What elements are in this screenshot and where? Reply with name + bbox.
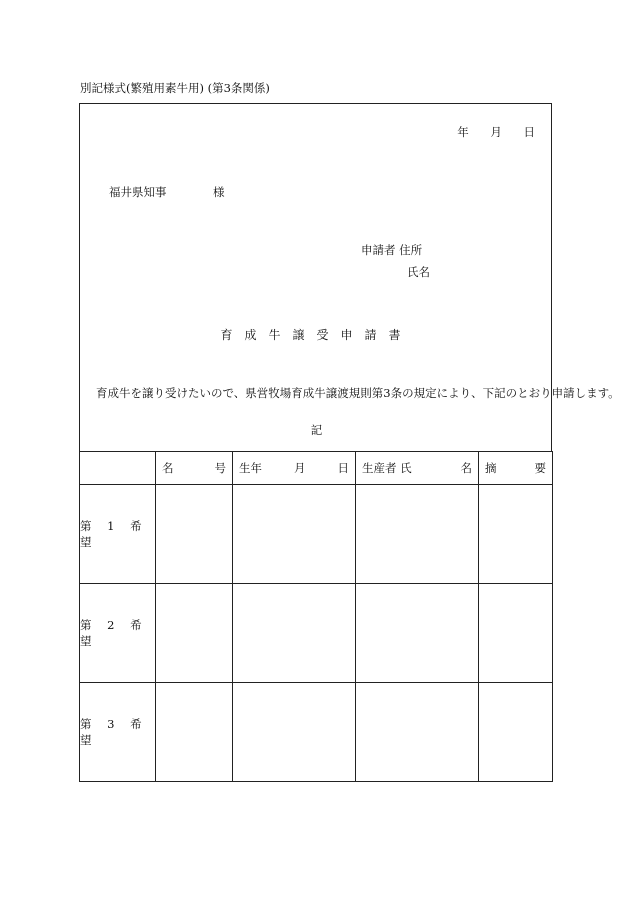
cell-producer[interactable] [356, 683, 479, 782]
addressee: 福井県知事 [109, 185, 167, 199]
header-birthdate: 生年 月 日 [233, 452, 356, 485]
table-header-row [80, 452, 553, 485]
date-year: 年 [457, 125, 469, 139]
cell-remarks[interactable] [479, 584, 553, 683]
cell-remarks[interactable] [479, 485, 553, 584]
header-name-number: 名 号 [156, 452, 233, 485]
document-title: 育成牛譲受申請書 [220, 328, 413, 342]
cell-remarks[interactable] [479, 683, 553, 782]
cell-producer[interactable] [356, 485, 479, 584]
table-row [80, 485, 553, 584]
request-table [79, 451, 553, 782]
row-label: 第 3 希 望 [80, 683, 156, 782]
date-month: 月 [490, 125, 502, 139]
honorific: 様 [213, 185, 225, 199]
date-day: 日 [523, 125, 535, 139]
form-caption: 別記様式(繁殖用素牛用) (第3条関係) [80, 81, 270, 95]
cell-name[interactable] [156, 485, 233, 584]
date-line [439, 124, 535, 140]
cell-birthdate[interactable] [233, 683, 356, 782]
applicant-name-label: 氏名 [407, 265, 430, 279]
cell-name[interactable] [156, 584, 233, 683]
row-label: 第 1 希 望 [80, 485, 156, 584]
cell-birthdate[interactable] [233, 584, 356, 683]
header-producer: 生産者 氏 名 [356, 452, 479, 485]
cell-birthdate[interactable] [233, 485, 356, 584]
application-frame [79, 103, 620, 451]
header-remarks: 摘 要 [479, 452, 553, 485]
cell-producer[interactable] [356, 584, 479, 683]
table-row [80, 683, 553, 782]
row-label: 第 2 希 望 [80, 584, 156, 683]
table-row [80, 584, 553, 683]
cell-name[interactable] [156, 683, 233, 782]
header-blank [80, 452, 156, 485]
ki-label: 記 [310, 423, 323, 437]
applicant-address-label: 申請者 住所 [361, 243, 423, 257]
body-text: 育成牛を譲り受けたいので、県営牧場育成牛譲渡規則第3条の規定により、下記のとおり申請します。 [96, 386, 620, 400]
